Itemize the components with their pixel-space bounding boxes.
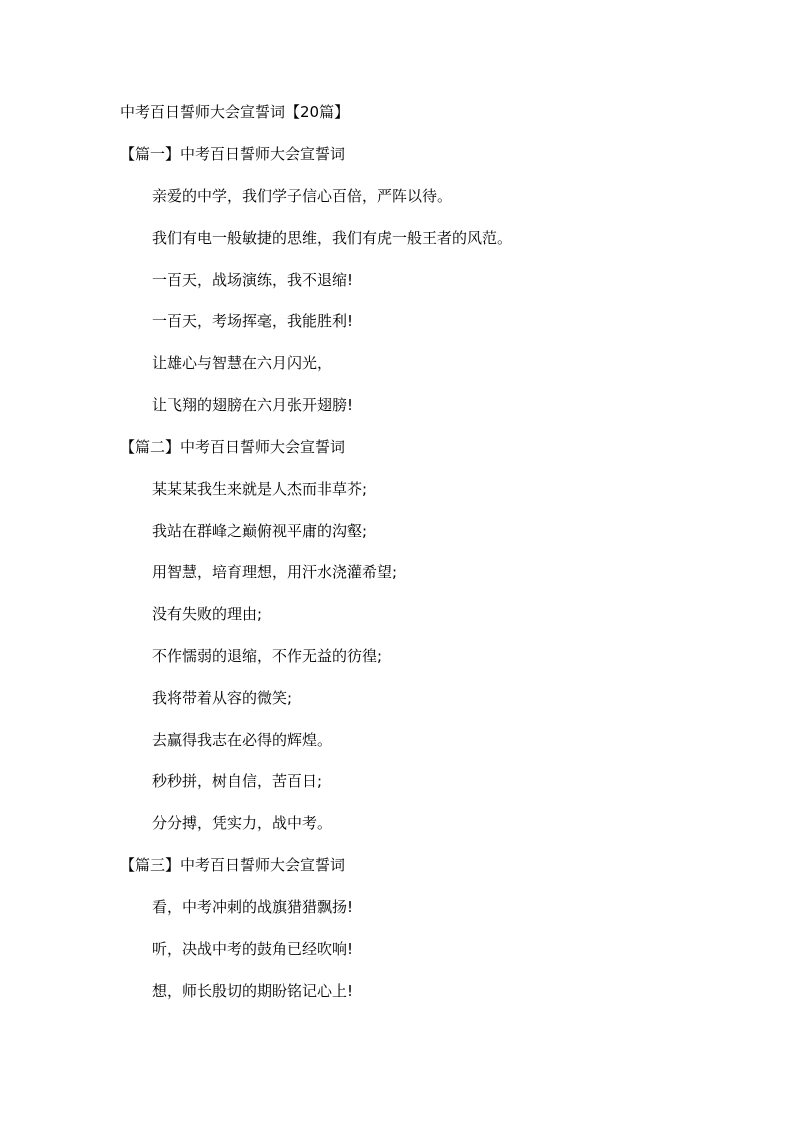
paragraph-line: 我站在群峰之巅俯视平庸的沟壑; xyxy=(152,521,368,540)
section-1 xyxy=(120,140,680,419)
section-heading: 【篇二】中考百日誓师大会宣誓词 xyxy=(120,437,346,456)
paragraph-line: 一百天，战场演练，我不退缩! xyxy=(152,270,354,289)
paragraph-line: 去赢得我志在必得的辉煌。 xyxy=(152,730,333,749)
paragraph-line: 让飞翔的翅膀在六月张开翅膀! xyxy=(152,395,354,414)
paragraph-line: 某某某我生来就是人杰而非草芥; xyxy=(152,479,368,498)
paragraph-line: 我们有电一般敏捷的思维，我们有虎一般王者的风范。 xyxy=(152,228,513,247)
paragraph-line: 亲爱的中学，我们学子信心百倍，严阵以待。 xyxy=(152,187,453,205)
section-heading: 【篇一】中考百日誓师大会宣誓词 xyxy=(120,145,346,163)
paragraph-line: 没有失败的理由; xyxy=(152,605,263,624)
section-3 xyxy=(120,851,680,1005)
section-2 xyxy=(120,433,680,837)
section-heading: 【篇三】中考百日誓师大会宣誓词 xyxy=(120,855,346,874)
paragraph-line: 不作懦弱的退缩，不作无益的彷徨; xyxy=(152,646,383,665)
document-title: 中考百日誓师大会宣誓词【20篇】 xyxy=(120,103,350,121)
paragraph-line: 秒秒拼，树自信，苦百日; xyxy=(152,772,323,791)
paragraph-line: 一百天，考场挥毫，我能胜利! xyxy=(152,312,354,331)
paragraph-line: 听，决战中考的鼓角已经吹响! xyxy=(152,939,354,958)
paragraph-line: 分分搏，凭实力，战中考。 xyxy=(152,814,333,833)
paragraph-line: 我将带着从容的微笑; xyxy=(152,688,293,707)
paragraph-line: 用智慧，培育理想，用汗水浇灌希望; xyxy=(152,563,398,582)
paragraph-line: 想，师长殷切的期盼铭记心上! xyxy=(152,981,354,1000)
paragraph-line: 看，中考冲刺的战旗猎猎飘扬! xyxy=(152,897,354,916)
paragraph-line: 让雄心与智慧在六月闪光， xyxy=(152,354,333,373)
document-body xyxy=(120,98,680,1018)
